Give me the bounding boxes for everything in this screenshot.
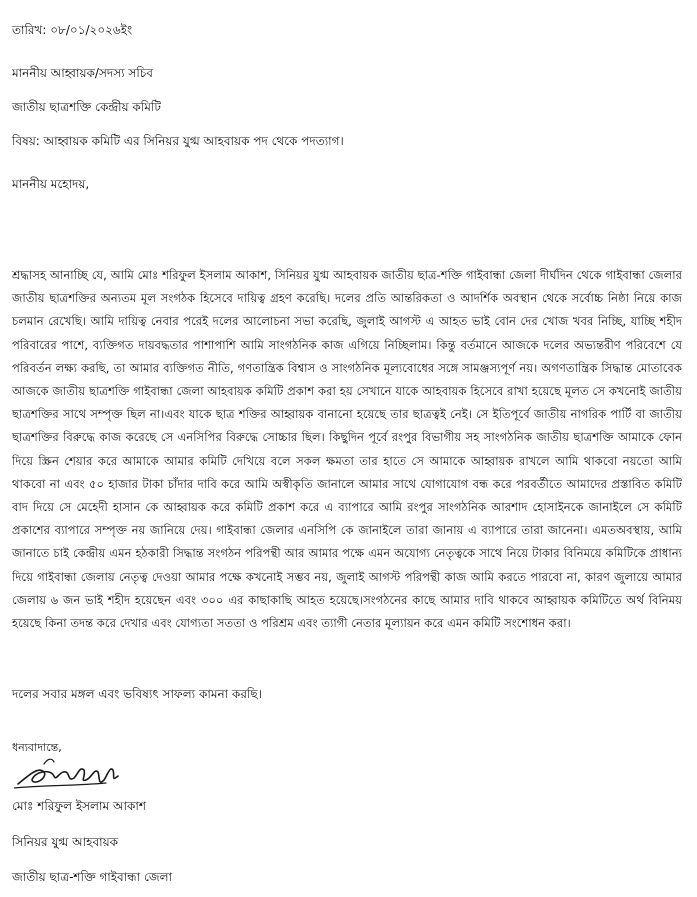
sender-org: জাতীয় ছাত্র-শক্তি গাইবান্ধা জেলা	[12, 870, 173, 884]
letter-closing: ধন্যবাদান্তে,	[12, 741, 62, 754]
letter-body-paragraph: শ্রদ্ধাসহ আনাচ্ছি যে, আমি মোঃ শরিফুল ইসলাম আকাশ, সিনিয়র যুগ্ম আহবায়ক জাতীয় ছাত্র-শক্তি গাইবান্ধা জেলা দীর্ঘদিন থেকে গাইবান্ধা জেলার জাতীয় ছাত্রশক্তির অন্যতম মূল সংগঠক হিসেবে দায়িত্ব গ্রহণ করেছি। দলের প্রতি আন্তরিকতা ও আদর্শিক অবস্থান থেকে সর্বোচ্চ নিষ্ঠা নিয়ে কাজ চলমান রেখেছি। আমি দায়িত্ব নেবার পরেই দলের আলোচনা সভা করেছি, জুলাই আগস্ট এ আহত ভাই বোন দের খোজ খবর নিচ্ছি, যাচ্ছি শহীদ পরিবারের পাশে, ব্যক্তিগত দায়বদ্ধতার পাশাপাশি আমি সাংগঠনিক কাজ এগিয়ে নিচ্ছিলাম। কিন্তু বর্তমানে আজকে দলের অভ্যন্তরীণ পরিবেশে যে পরিবর্তন লক্ষ্য করছি, তা আমার ব্যক্তিগত নীতি, গণতান্ত্রিক বিশ্বাস ও সাংগঠনিক মূল্যবোধের সঙ্গে সামঞ্জস্যপূর্ণ নয়। অগণতান্ত্রিক সিদ্ধান্ত মোতাবেক আজকে জাতীয় ছাত্রশক্তি গাইবান্ধা জেলা আহবায়ক কমিটি প্রকাশ করা হয় সেখানে যাকে আহবায়ক হিসেবে রাখা হয়েছে মূলত সে কখনোই জাতীয় ছাত্রশক্তির সাথে সম্পৃক্ত ছিল না।এবং যাকে ছাত্র শক্তির আহ্বায়ক বানানো হয়েছে তার ছাত্রত্বই নেই। সে ইতিপূর্বে জাতীয় নাগরিক পার্টি বা জাতীয় ছাত্রশক্তির বিরুদ্ধে কাজ করেছে সে এনসিপির বিরুদ্ধে সোচ্চার ছিল। কিছুদিন পূর্বে রংপুর বিভাগীয় সহ সাংগঠনিক জাতীয় ছাত্রশক্তি আমাকে ফোন দিয়ে স্ক্রিন শেয়ার করে আমাকে আমার কমিটি দেখিয়ে বলে সকল ক্ষমতা তার হাতে সে আমাকে আহ্বায়ক রাখলে আমি থাকবো নয়তো আমি থাকবো না এবং ৫০ হাজার টাকা চাঁদার দাবি করে আমি অস্বীকৃতি জানালে আমার সাথে যোগাযোগ বন্ধ করে পরবর্তীতে আমাদের প্রস্তাবিত কমিটি বাদ দিয়ে সে মেহেদী হাসান কে আহ্বায়ক করে কমিটি প্রকাশ করে এ ব্যাপারে আমি রংপুর সাংগঠনিক আরশাদ হোসাইনকে জানাইলে সে কমিটি প্রকাশের ব্যাপারে সম্পৃক্ত নয় জানিয়ে দেয়। গাইবান্ধা জেলার এনসিপি কে জানাইলে তারা জানায় এ ব্যাপারে তারা জানেনা। এমতঅবস্থায়, আমি জানাতে চাই কেন্দ্রীয় এমন হঠকারী সিদ্ধান্ত সংগঠন পরিপন্থী আর আমার পক্ষে এমন অযোগ্য নেতৃত্বকে সাথে নিয়ে টাকার বিনিময়ে কমিটিকে প্রাধান্য দিয়ে গাইবান্ধা জেলায় নেতৃত্ব দেওয়া আমার পক্ষে কখনোই সম্ভব নয়, জুলাই আগস্ট পরিপন্থী কাজ আমি করতে পারবো না, কারণ জুলায়ে আমার জেলায় ৬ জন ভাই শহীদ হয়েছেন এবং ৩০০ এর কাছাকাছি আহত হয়েছে।সংগঠনের কাছে আমার দাবি থাকবে আহ্বায়ক কমিটিতে অর্থ বিনিময় হয়েছে কিনা তদন্ত করে দেখার এবং যোগ্যতা সততা ও পরিশ্রম এবং ত্যাগী নেতার মূল্যায়ন করে এমন কমিটি সংশোধন করা।	[12, 268, 682, 631]
recipient-title: মাননীয় আহ্বায়ক/সদস্য সচিব	[12, 66, 153, 80]
letter-salutation: মাননীয় মহোদয়,	[12, 177, 90, 191]
letter-subject: বিষয়: আহ্বায়ক কমিটি এর সিনিয়র যুগ্ম আহবায়ক পদ থেকে পদত্যাগ।	[12, 134, 344, 148]
sender-name: মোঃ শরিফুল ইসলাম আকাশ	[12, 799, 146, 813]
letter-date: তারিখ: ০৮/০১/২০২৬ইং	[12, 23, 133, 37]
letter-wishes: দলের সবার মঙ্গল এবং ভবিষ্যৎ সাফল্য কামনা করছি।	[12, 687, 262, 701]
handwritten-signature	[14, 752, 124, 794]
letter-body	[12, 264, 682, 635]
recipient-org: জাতীয় ছাত্রশক্তি কেন্দ্রীয় কমিটি	[12, 100, 161, 114]
sender-position: সিনিয়র যুগ্ম আহবায়ক	[12, 835, 119, 849]
